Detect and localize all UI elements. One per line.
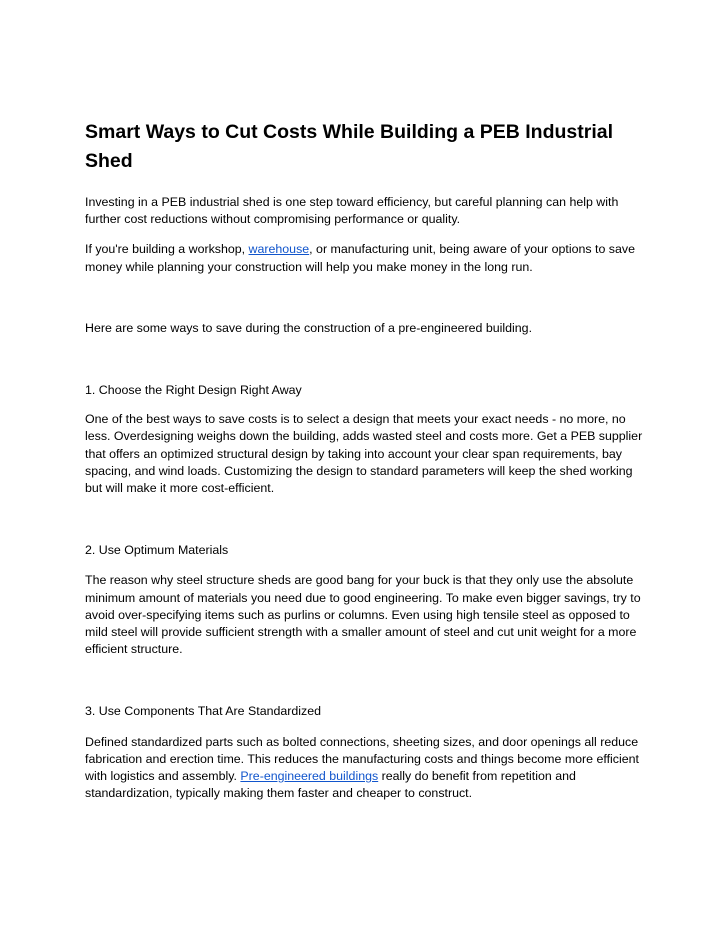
- section-1-body: One of the best ways to save costs is to select a design that meets your exact needs - no more, no less. Overdesigning weighs down the building, adds wasted steel and costs more. Get a PEB supplier that offers an optimized structural design by taking into account your clear span requirements, bay spacing, and wind loads. Customizing the design to standard parameters will keep the shed working but will make it more cost-efficient.: [85, 412, 643, 496]
- section-2-body: The reason why steel structure sheds are good bang for your buck is that they only use the absolute minimum amount of materials you need due to good engineering. To make even bigger savings, try to avoid over-specifying items such as purlins or columns. Even using high tensile steel as opposed to mild steel will provide sufficient strength with a smaller amount of steel and cut unit weight for a more efficient structure.: [85, 573, 641, 657]
- document-page: [85, 118, 645, 802]
- section-1-heading: 1. Choose the Right Design Right Away: [85, 383, 302, 398]
- section-3-text-after: really do benefit from repetition and standardization, typically making them faster and cheaper to construct.: [85, 769, 576, 801]
- pre-engineered-buildings-link[interactable]: Pre-engineered buildings: [240, 769, 379, 784]
- section-3-text-before: Defined standardized parts such as bolted connections, sheeting sizes, and door openings all reduce fabrication and erection time. This reduces the manufacturing costs and things become more efficient with logistics and assembly.: [85, 734, 639, 784]
- workshop-paragraph: [85, 241, 645, 275]
- warehouse-link[interactable]: warehouse: [248, 242, 310, 257]
- section-3-body: [85, 734, 645, 803]
- page-title: Smart Ways to Cut Costs While Building a PEB Industrial Shed: [85, 121, 613, 172]
- workshop-text-after: , or manufacturing unit, being aware of your options to save money while planning your construction will help you make money in the long run.: [85, 242, 635, 274]
- section-2-heading: 2. Use Optimum Materials: [85, 543, 229, 558]
- section-3-heading: 3. Use Components That Are Standardized: [85, 704, 322, 719]
- workshop-text-before: If you're building a workshop,: [85, 242, 249, 257]
- ways-intro-paragraph: Here are some ways to save during the construction of a pre-engineered building.: [85, 320, 533, 335]
- intro-paragraph: Investing in a PEB industrial shed is one step toward efficiency, but careful planning can help with further cost reductions without compromising performance or quality.: [85, 195, 619, 227]
